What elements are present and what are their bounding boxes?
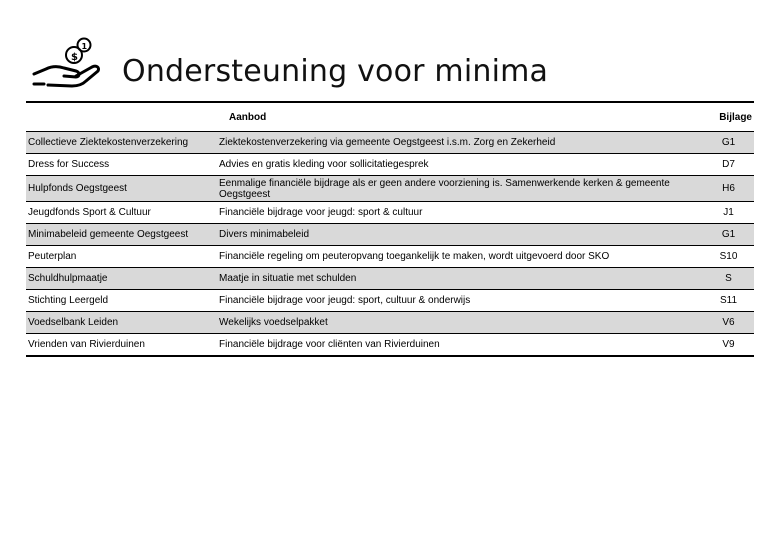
row-organisation: Stichting Leergeld bbox=[28, 295, 109, 306]
table-row bbox=[26, 153, 754, 175]
table-row bbox=[26, 311, 754, 333]
row-description: Advies en gratis kleding voor sollicitatiegesprek bbox=[219, 159, 429, 170]
row-organisation: Minimabeleid gemeente Oegstgeest bbox=[28, 229, 189, 240]
row-description: Eenmalige financiële bijdrage als er geen andere voorziening is. Samenwerkende kerken & gemeente Oegstgeest bbox=[219, 177, 670, 200]
table-row bbox=[26, 267, 754, 289]
table-row bbox=[26, 245, 754, 267]
row-organisation: Vrienden van Rivierduinen bbox=[28, 339, 145, 350]
row-appendix: S bbox=[725, 273, 732, 284]
row-appendix: S10 bbox=[719, 251, 738, 262]
table-row bbox=[26, 289, 754, 311]
table-row bbox=[26, 131, 754, 153]
table-row bbox=[26, 333, 754, 355]
svg-text:1: 1 bbox=[81, 42, 88, 51]
row-organisation: Dress for Success bbox=[28, 159, 110, 170]
header-appendix: Bijlage bbox=[719, 111, 752, 123]
page-title: Ondersteuning voor minima bbox=[122, 54, 549, 89]
table-row bbox=[26, 201, 754, 223]
row-description: Wekelijks voedselpakket bbox=[219, 317, 328, 328]
row-appendix: H6 bbox=[722, 183, 735, 194]
row-description: Financiële bijdrage voor jeugd: sport & cultuur bbox=[219, 207, 423, 218]
table-row bbox=[26, 175, 754, 201]
row-appendix: G1 bbox=[721, 137, 736, 148]
header-offer: Aanbod bbox=[229, 111, 267, 123]
row-appendix: D7 bbox=[722, 159, 735, 170]
row-organisation: Hulpfonds Oegstgeest bbox=[28, 183, 127, 194]
row-description: Financiële regeling om peuteropvang toegankelijk te maken, wordt uitgevoerd door SKO bbox=[219, 251, 610, 262]
hand-coins-icon bbox=[30, 36, 112, 96]
row-appendix: S11 bbox=[719, 295, 738, 306]
row-organisation: Collectieve Ziektekostenverzekering bbox=[28, 137, 189, 148]
row-appendix: V9 bbox=[722, 339, 735, 350]
row-organisation: Jeugdfonds Sport & Cultuur bbox=[28, 207, 151, 218]
row-organisation: Schuldhulpmaatje bbox=[28, 273, 108, 284]
row-description: Divers minimabeleid bbox=[219, 229, 310, 240]
row-description: Financiële bijdrage voor cliënten van Rivierduinen bbox=[219, 339, 440, 350]
row-appendix: J1 bbox=[723, 207, 734, 218]
row-appendix: V6 bbox=[722, 317, 735, 328]
offers-table bbox=[26, 101, 754, 357]
svg-text:$: $ bbox=[71, 52, 78, 63]
table-row bbox=[26, 223, 754, 245]
table-header bbox=[26, 103, 754, 131]
row-organisation: Voedselbank Leiden bbox=[28, 317, 119, 328]
row-description: Financiële bijdrage voor jeugd: sport, cultuur & onderwijs bbox=[219, 295, 471, 306]
row-description: Maatje in situatie met schulden bbox=[219, 273, 357, 284]
row-organisation: Peuterplan bbox=[28, 251, 77, 262]
row-description: Ziektekostenverzekering via gemeente Oegstgeest i.s.m. Zorg en Zekerheid bbox=[219, 137, 556, 148]
row-appendix: G1 bbox=[721, 229, 736, 240]
